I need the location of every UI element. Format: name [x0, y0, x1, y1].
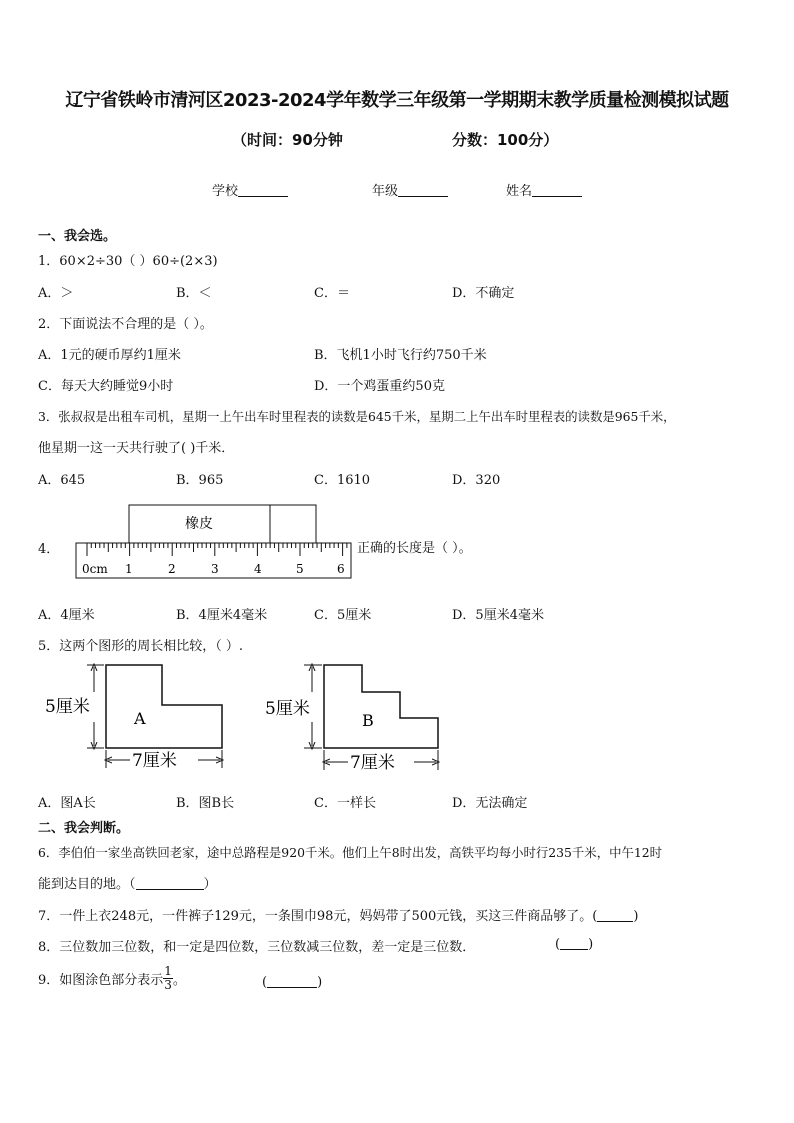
- figure-b-height: 5厘米: [265, 699, 310, 719]
- q9-answer: [262, 974, 322, 990]
- name-field: [506, 180, 582, 199]
- name-label: 姓名: [506, 184, 533, 199]
- ruler-label-4: 4: [254, 562, 262, 576]
- q1-option-c[interactable]: C．＝: [314, 286, 350, 301]
- exam-time: （时间：90分钟: [232, 131, 343, 149]
- shape-a: [106, 665, 222, 748]
- q2-option-c[interactable]: C．每天大约睡觉9小时: [38, 379, 174, 394]
- ruler-label-1: 1: [125, 562, 133, 576]
- q9-close-paren: ): [317, 975, 323, 990]
- q3-text-line2: 他星期一这一天共行驶了( )千米．: [38, 441, 235, 456]
- school-field: [212, 180, 288, 199]
- q9-tail: 。: [172, 973, 186, 988]
- eraser-label: 橡皮: [185, 516, 213, 532]
- figure-a-width: 7厘米: [132, 751, 177, 771]
- exam-score: 分数：100分）: [452, 131, 559, 149]
- q9-text-row: [38, 965, 186, 992]
- q4-text: 正确的长度是（ ）。: [357, 541, 472, 556]
- figure-a: [40, 660, 240, 775]
- q5-option-b[interactable]: B．图B长: [176, 796, 235, 811]
- q4-number: 4．: [38, 542, 60, 557]
- q8-text: 8．三位数加三位数，和一定是四位数，三位数减三位数，差一定是三位数．: [38, 940, 476, 955]
- q8-close-paren: ): [588, 937, 594, 952]
- q9-open-paren: (: [262, 975, 268, 990]
- ruler-label-0: 0cm: [82, 562, 108, 576]
- q4-option-d[interactable]: D．5厘米4毫米: [452, 608, 544, 623]
- q2-option-a[interactable]: A．1元的硬币厚约1厘米: [38, 348, 181, 363]
- q5-option-c[interactable]: C．一样长: [314, 796, 376, 811]
- ruler-ticks: [87, 543, 347, 556]
- q9-frac-denominator: 3: [164, 978, 172, 992]
- ruler-label-3: 3: [211, 562, 219, 576]
- q4-option-b[interactable]: B．4厘米4毫米: [176, 608, 268, 623]
- grade-field: [372, 180, 448, 199]
- page-title: 辽宁省铁岭市清河区2023-2024学年数学三年级第一学期期末教学质量检测模拟试题: [65, 90, 729, 111]
- section-2-title: 二、我会判断。: [38, 821, 130, 836]
- q3-option-a[interactable]: A．645: [38, 473, 86, 488]
- section-1-title: 一、我会选。: [38, 229, 117, 244]
- q1-option-a[interactable]: A．＞: [38, 286, 74, 301]
- school-blank[interactable]: [238, 182, 288, 197]
- q7-answer-blank[interactable]: [597, 908, 633, 922]
- shape-b: [324, 665, 438, 748]
- ruler-label-6: 6: [337, 562, 345, 576]
- q7-close-paren: ): [633, 909, 639, 924]
- figure-b-label: B: [362, 711, 374, 730]
- q1-text: 1．60×2÷30（ ）60÷(2×3): [38, 254, 218, 269]
- q2-text: 2．下面说法不合理的是（ ）。: [38, 317, 213, 332]
- q3-option-b[interactable]: B．965: [176, 473, 224, 488]
- figure-a-height: 5厘米: [45, 697, 90, 717]
- q1-option-b[interactable]: B．＜: [176, 286, 212, 301]
- eraser-rect: [129, 505, 316, 543]
- grade-blank[interactable]: [398, 182, 448, 197]
- q9-frac-numerator: 1: [164, 964, 172, 978]
- q6-close-paren: ）: [203, 877, 217, 892]
- figure-a-label: A: [134, 709, 146, 728]
- q8-answer-blank[interactable]: [560, 936, 588, 950]
- grade-label: 年级: [372, 184, 399, 199]
- q5-option-d[interactable]: D．无法确定: [452, 796, 528, 811]
- q5-text: 5．这两个图形的周长相比较，（ ）.: [38, 639, 244, 654]
- q4-option-c[interactable]: C．5厘米: [314, 608, 372, 623]
- q8-open-paren: (: [555, 937, 561, 952]
- name-blank[interactable]: [532, 182, 582, 197]
- q3-text-line1: 3．张叔叔是出租车司机，星期一上午出车时里程表的读数是645千米，星期二上午出车时里程表的读数是965千米，: [38, 409, 676, 424]
- q6-text-line2: [38, 873, 217, 892]
- q3-option-d[interactable]: D．320: [452, 473, 501, 488]
- q6-answer-blank[interactable]: [136, 876, 204, 890]
- figure-b: [262, 660, 462, 775]
- q1-option-d[interactable]: D．不确定: [452, 286, 515, 301]
- q2-option-d[interactable]: D．一个鸡蛋重约50克: [314, 379, 445, 394]
- school-label: 学校: [212, 184, 239, 199]
- q6-text-line2-start: 能到达目的地。（: [38, 877, 136, 892]
- ruler-label-5: 5: [296, 562, 304, 576]
- ruler-figure: [70, 503, 355, 583]
- q5-option-a[interactable]: A．图A长: [38, 796, 96, 811]
- q4-option-a[interactable]: A．4厘米: [38, 608, 95, 623]
- ruler-label-2: 2: [168, 562, 176, 576]
- q3-option-c[interactable]: C．1610: [314, 473, 371, 488]
- q7-text: 7．一件上衣248元，一件裤子129元，一条围巾98元，妈妈带了500元钱，买这三件商品够了。(: [38, 909, 598, 924]
- q9-fraction: [163, 965, 173, 992]
- q7-text-row: [38, 905, 638, 924]
- figure-b-width: 7厘米: [350, 753, 395, 773]
- q6-text-line1: 6．李伯伯一家坐高铁回老家，途中总路程是920千米。他们上午8时出发，高铁平均每小时行235千米，中午12时: [38, 845, 663, 860]
- q9-text: 9．如图涂色部分表示: [38, 973, 164, 988]
- q9-answer-blank[interactable]: [267, 974, 317, 988]
- q2-option-b[interactable]: B．飞机1小时飞行约750千米: [314, 348, 487, 363]
- q8-answer: [555, 936, 593, 952]
